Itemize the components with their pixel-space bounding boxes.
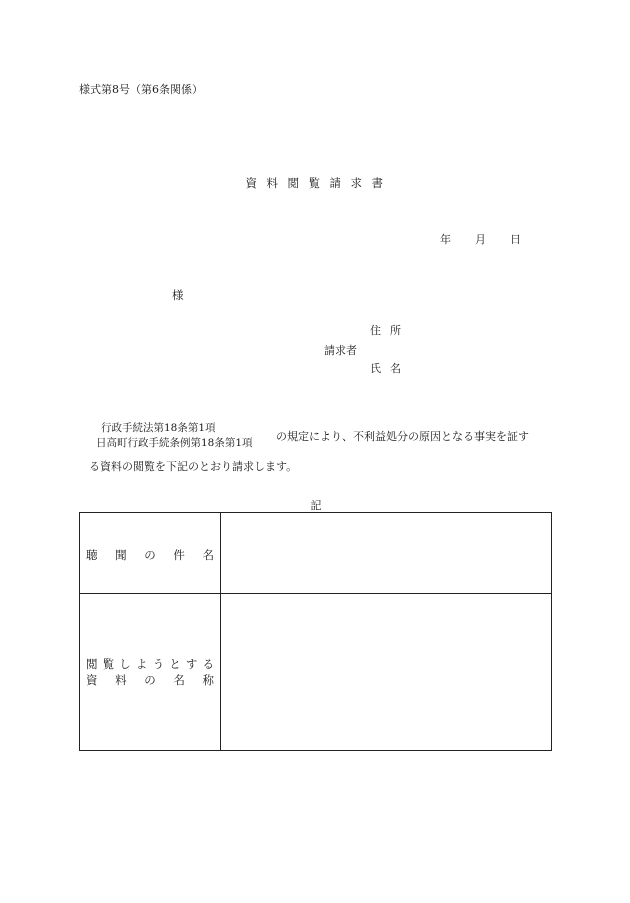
law-option-town: 日高町行政手続条例第18条第1項 bbox=[96, 437, 253, 449]
label-char: 聞 bbox=[115, 548, 127, 562]
address-label: 住所 bbox=[370, 324, 410, 337]
request-table bbox=[79, 512, 552, 751]
materials-label-line-2 bbox=[86, 672, 214, 688]
label-char: し bbox=[119, 657, 131, 671]
date-day-label: 日 bbox=[510, 233, 521, 246]
label-char: 料 bbox=[115, 673, 127, 687]
label-char: 閲 bbox=[86, 657, 98, 671]
label-char: 名 bbox=[202, 548, 214, 562]
label-char: の bbox=[144, 673, 156, 687]
request-text-line-2: る資料の閲覧を下記のとおり請求します。 bbox=[89, 460, 298, 473]
materials-label-line-1 bbox=[86, 656, 214, 672]
label-char: よ bbox=[135, 657, 148, 671]
requester-label: 請求者 bbox=[324, 344, 357, 357]
materials-label-cell bbox=[80, 594, 221, 751]
date-line bbox=[440, 231, 521, 247]
label-char: 覧 bbox=[102, 657, 115, 671]
date-month-label: 月 bbox=[475, 233, 486, 246]
label-char: す bbox=[185, 657, 198, 671]
law-option-national: 行政手続法第18条第1項 bbox=[101, 422, 216, 434]
document-title: 資料閲覧請求書 bbox=[245, 176, 393, 190]
date-year-label: 年 bbox=[440, 233, 451, 246]
hearing-case-label bbox=[86, 547, 214, 563]
form-number: 様式第8号（第6条関係） bbox=[79, 83, 203, 96]
label-char: の bbox=[144, 548, 156, 562]
name-label: 氏名 bbox=[370, 362, 410, 375]
label-char: と bbox=[169, 657, 181, 671]
label-char: 件 bbox=[173, 548, 185, 562]
label-char: う bbox=[152, 657, 165, 671]
record-heading: 記 bbox=[310, 499, 322, 512]
hearing-case-label-cell bbox=[80, 513, 221, 593]
addressee-suffix: 様 bbox=[172, 288, 184, 302]
hearing-case-value-cell[interactable] bbox=[221, 513, 551, 593]
table-row-materials bbox=[80, 594, 551, 751]
label-char: 名 bbox=[173, 673, 185, 687]
label-char: る bbox=[202, 657, 214, 671]
table-row-hearing bbox=[80, 513, 551, 594]
materials-value-cell[interactable] bbox=[221, 594, 551, 751]
label-char: 聴 bbox=[86, 548, 98, 562]
label-char: 称 bbox=[202, 673, 214, 687]
label-char: 資 bbox=[86, 673, 98, 687]
request-text-line-1: の規定により、不利益処分の原因となる事実を証す bbox=[276, 430, 529, 443]
